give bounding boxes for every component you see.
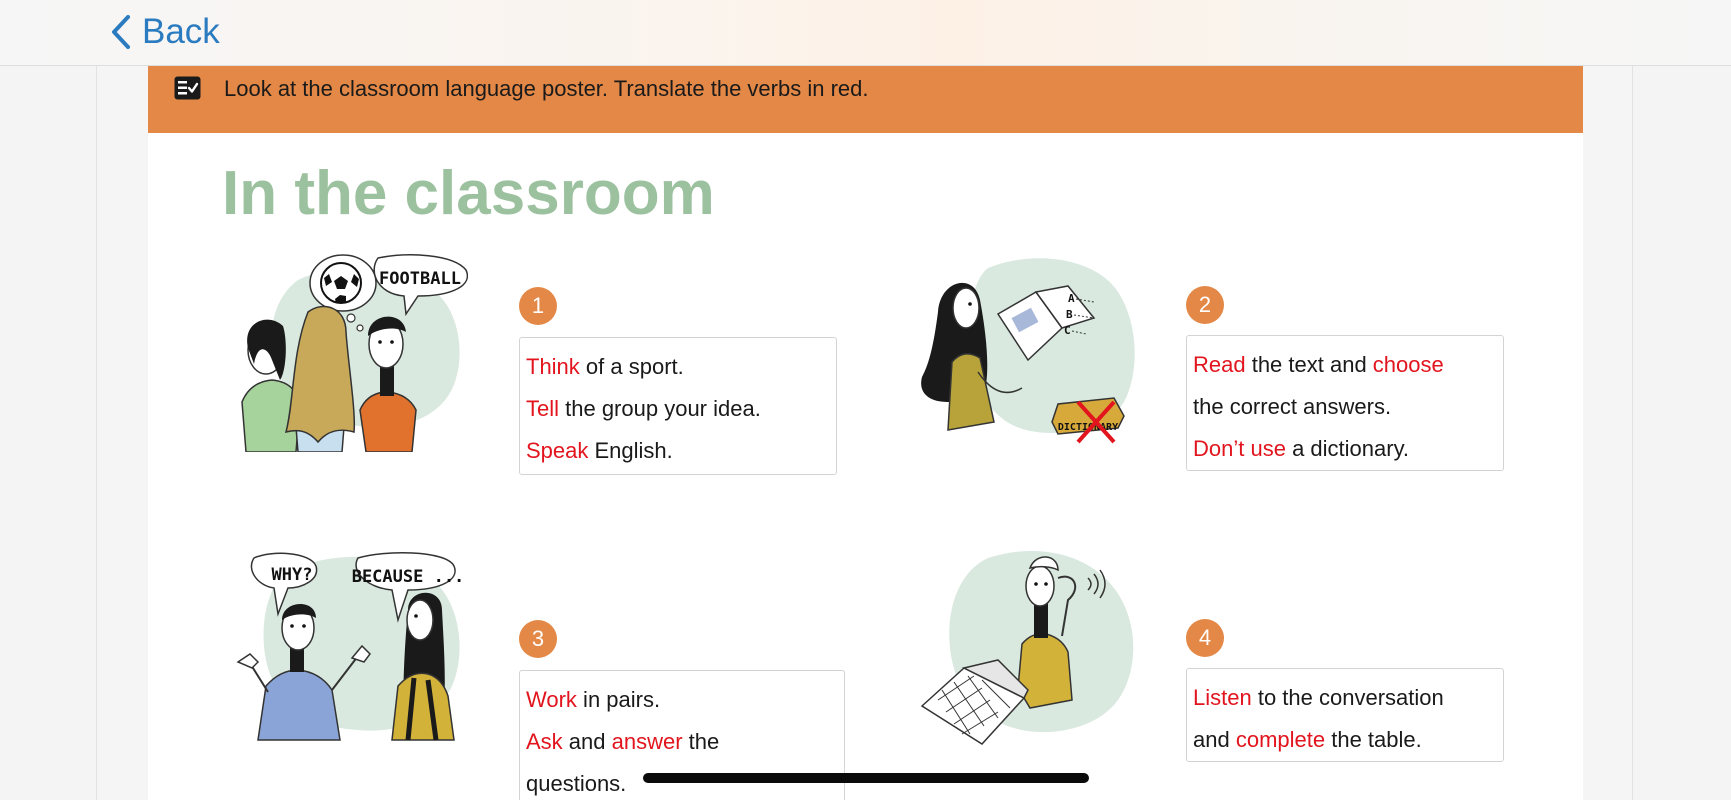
page-letter-a: A [1068, 292, 1075, 305]
card-lines [526, 346, 836, 472]
instruction-card-1 [519, 337, 837, 475]
red-verb: Don’t use [1193, 436, 1286, 461]
card-line [1193, 344, 1503, 386]
poster-title: In the classroom [222, 159, 715, 228]
illustration-reading [918, 252, 1148, 452]
bubble-football-label: FOOTBALL [379, 269, 461, 289]
step-number-badge: 1 [519, 287, 557, 325]
red-verb: Think [526, 354, 580, 379]
red-verb: Read [1193, 352, 1246, 377]
bubble-why-label: WHY? [271, 565, 313, 585]
card-line [1193, 386, 1503, 428]
line-text: to the conversation [1251, 685, 1444, 710]
bubble-because-label: BECAUSE ... [351, 567, 465, 587]
card-lines [1193, 677, 1503, 761]
step-number-badge: 3 [519, 620, 557, 658]
red-verb: Listen [1193, 685, 1252, 710]
red-verb: answer [611, 729, 683, 754]
step-number-badge: 4 [1186, 619, 1224, 657]
card-line [526, 430, 836, 472]
chevron-left-icon [110, 14, 132, 50]
back-label: Back [142, 12, 220, 51]
illustration-listening [918, 548, 1148, 758]
line-text: the correct answers. [1193, 394, 1392, 419]
card-line [526, 346, 836, 388]
back-button[interactable] [110, 10, 220, 54]
card-line [1193, 428, 1503, 470]
illustration-pair-work [228, 550, 468, 750]
red-verb: Tell [526, 396, 560, 421]
home-indicator[interactable] [643, 773, 1089, 783]
line-text: the text and [1245, 352, 1373, 377]
instruction-card-2 [1186, 335, 1504, 471]
red-verb: Speak [526, 438, 589, 463]
line-text: in pairs. [576, 687, 661, 712]
line-text: and [1193, 727, 1236, 752]
line-text: English. [588, 438, 673, 463]
top-nav-bar [0, 0, 1731, 66]
line-text: a dictionary. [1285, 436, 1410, 461]
card-line [1193, 677, 1503, 719]
line-text: questions. [526, 771, 627, 796]
card-line [526, 679, 844, 721]
line-text: of a sport. [579, 354, 684, 379]
red-verb: choose [1372, 352, 1444, 377]
line-text: and [562, 729, 612, 754]
page-letter-c: C [1064, 324, 1071, 337]
illustration-discussion [228, 252, 468, 452]
card-line [526, 388, 836, 430]
line-text: the group your idea. [559, 396, 761, 421]
page-letter-b: B [1066, 308, 1073, 321]
red-verb: Ask [526, 729, 563, 754]
red-verb: Work [526, 687, 577, 712]
instruction-card-4 [1186, 668, 1504, 762]
task-checklist-icon [174, 76, 201, 100]
line-text: the table. [1325, 727, 1422, 752]
card-lines [1193, 344, 1503, 470]
card-line [526, 721, 844, 763]
card-line [1193, 719, 1503, 761]
dictionary-label: DICTIONARY [1057, 422, 1119, 433]
line-text: the [682, 729, 720, 754]
task-instruction: Look at the classroom language poster. Translate the verbs in red. [224, 76, 869, 101]
step-number-badge: 2 [1186, 286, 1224, 324]
red-verb: complete [1235, 727, 1326, 752]
